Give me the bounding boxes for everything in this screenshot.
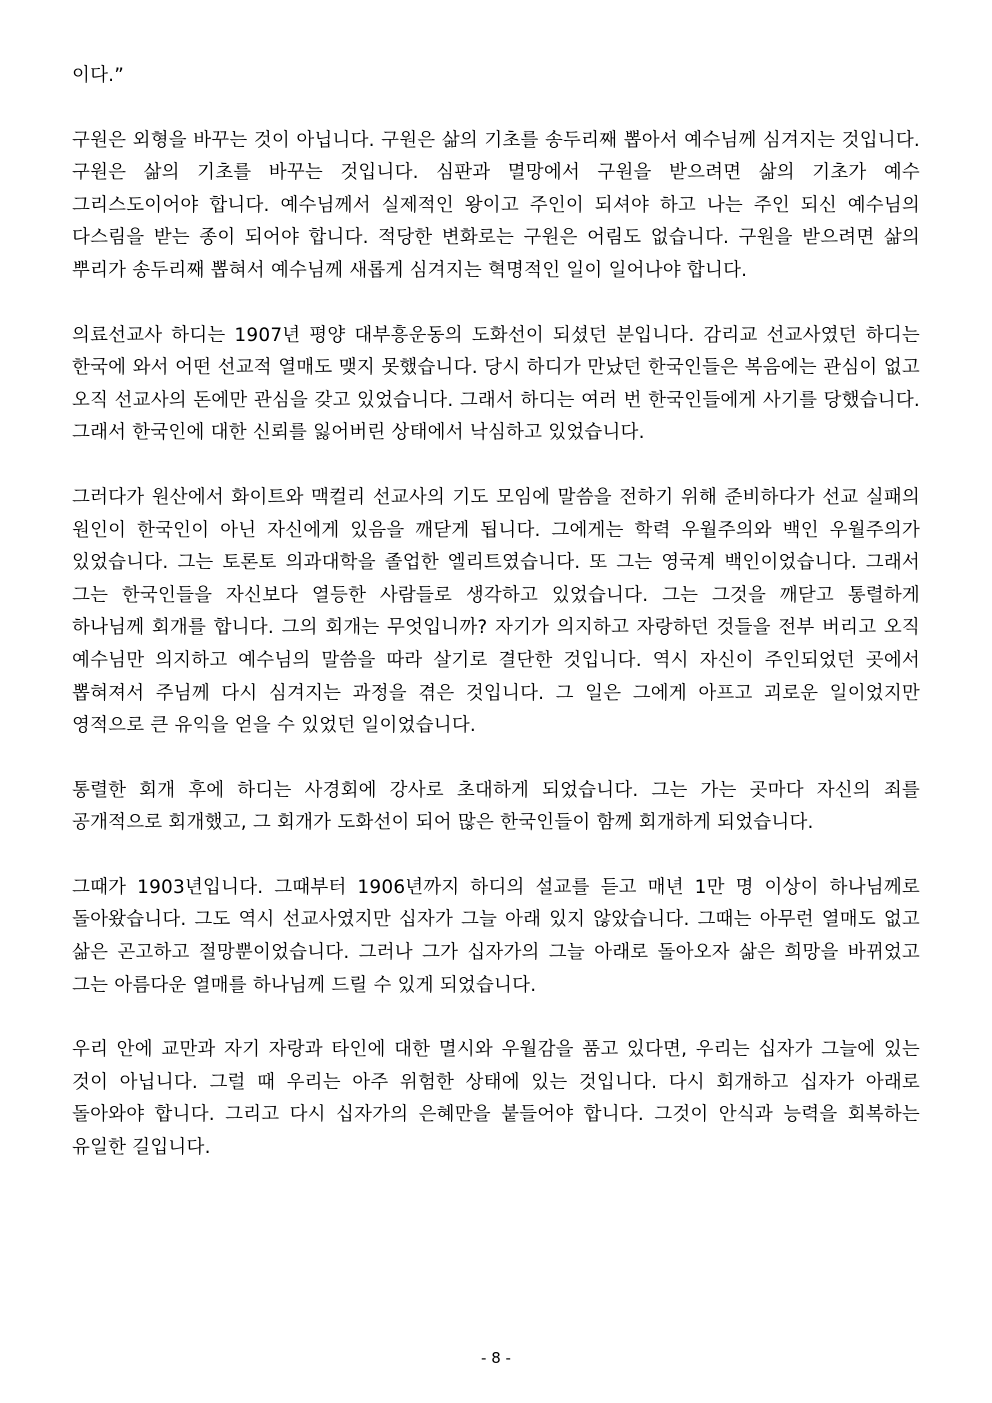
paragraph-hardie-intro: 의료선교사 하디는 1907년 평양 대부흥운동의 도화선이 되셨던 분입니다. 감리교 선교사였던 하디는 한국에 와서 어떤 선교적 열매도 맺지 못했습니다. 당시 하디가 만났던 한국인들은 복음에는 관심이 없고 오직 선교사의 돈에만 관심을 갖고 있었습니다. 그래서 하디는 여러 번 한국인들에게 사기를 당했습니다. 그래서 한국인에 대한 신뢰를 잃어버린 상태에서 낙심하고 있었습니다. [72,324,920,444]
body-text [72,60,920,1197]
paragraph-hardie-repentance: 그러다가 원산에서 화이트와 맥컬리 선교사의 기도 모임에 말씀을 전하기 위해 준비하다가 선교 실패의 원인이 한국인이 아닌 자신에게 있음을 깨닫게 됩니다. 그에게는 학력 우월주의와 백인 우월주의가 있었습니다. 그는 토론토 의과대학을 졸업한 엘리트였습니다. 또 그는 영국계 백인이었습니다. 그래서 그는 한국인들을 자신보다 열등한 사람들로 생각하고 있었습니다. 그는 그것을 깨닫고 통렬하게 하나님께 회개를 합니다. 그의 회개는 무엇입니까? 자기가 의지하고 자랑하던 것들을 전부 버리고 오직 예수님만 의지하고 예수님의 말씀을 따라 살기로 결단한 것입니다. 역시 자신이 주인되었던 곳에서 뽑혀져서 주님께 다시 심겨지는 과정을 겪은 것입니다. 그 일은 그에게 아프고 괴로운 일이었지만 영적으로 큰 유익을 얻을 수 있었던 일이었습니다. [72,486,920,737]
paragraph-public-confession: 통렬한 회개 후에 하디는 사경회에 강사로 초대하게 되었습니다. 그는 가는 곳마다 자신의 죄를 공개적으로 회개했고, 그 회개가 도화선이 되어 많은 한국인들이 함께 회개하게 되었습니다. [72,779,920,834]
paragraph-conclusion: 우리 안에 교만과 자기 자랑과 타인에 대한 멸시와 우월감을 품고 있다면, 우리는 십자가 그늘에 있는 것이 아닙니다. 그럴 때 우리는 아주 위험한 상태에 있는 것입니다. 다시 회개하고 십자가 아래로 돌아와야 합니다. 그리고 다시 십자가의 은혜만을 붙들어야 합니다. 그것이 안식과 능력을 회복하는 유일한 길입니다. [72,1039,920,1159]
paragraph-revival-1903: 그때가 1903년입니다. 그때부터 1906년까지 하디의 설교를 듣고 매년 1만 명 이상이 하나님께로 돌아왔습니다. 그도 역시 선교사였지만 십자가 그늘 아래 있지 않았습니다. 그때는 아무런 열매도 없고 삶은 곤고하고 절망뿐이었습니다. 그러나 그가 십자가의 그늘 아래로 돌아오자 삶은 희망을 바뀌었고 그는 아름다운 열매를 하나님께 드릴 수 있게 되었습니다. [72,876,920,996]
page-number: - 8 - [481,1349,511,1367]
paragraph-salvation: 구원은 외형을 바꾸는 것이 아닙니다. 구원은 삶의 기초를 송두리째 뽑아서 예수님께 심겨지는 것입니다. 구원은 삶의 기초를 바꾸는 것입니다. 심판과 멸망에서 구원을 받으려면 삶의 기초가 예수 그리스도이어야 합니다. 예수님께서 실제적인 왕이고 주인이 되셔야 하고 나는 주인 되신 예수님의 다스림을 받는 종이 되어야 합니다. 적당한 변화로는 구원은 어림도 없습니다. 구원을 받으려면 삶의 뿌리가 송두리째 뽑혀서 예수님께 새롭게 심겨지는 혁명적인 일이 일어나야 합니다. [72,129,920,281]
paragraph-continuation: 이다.” [72,65,125,86]
